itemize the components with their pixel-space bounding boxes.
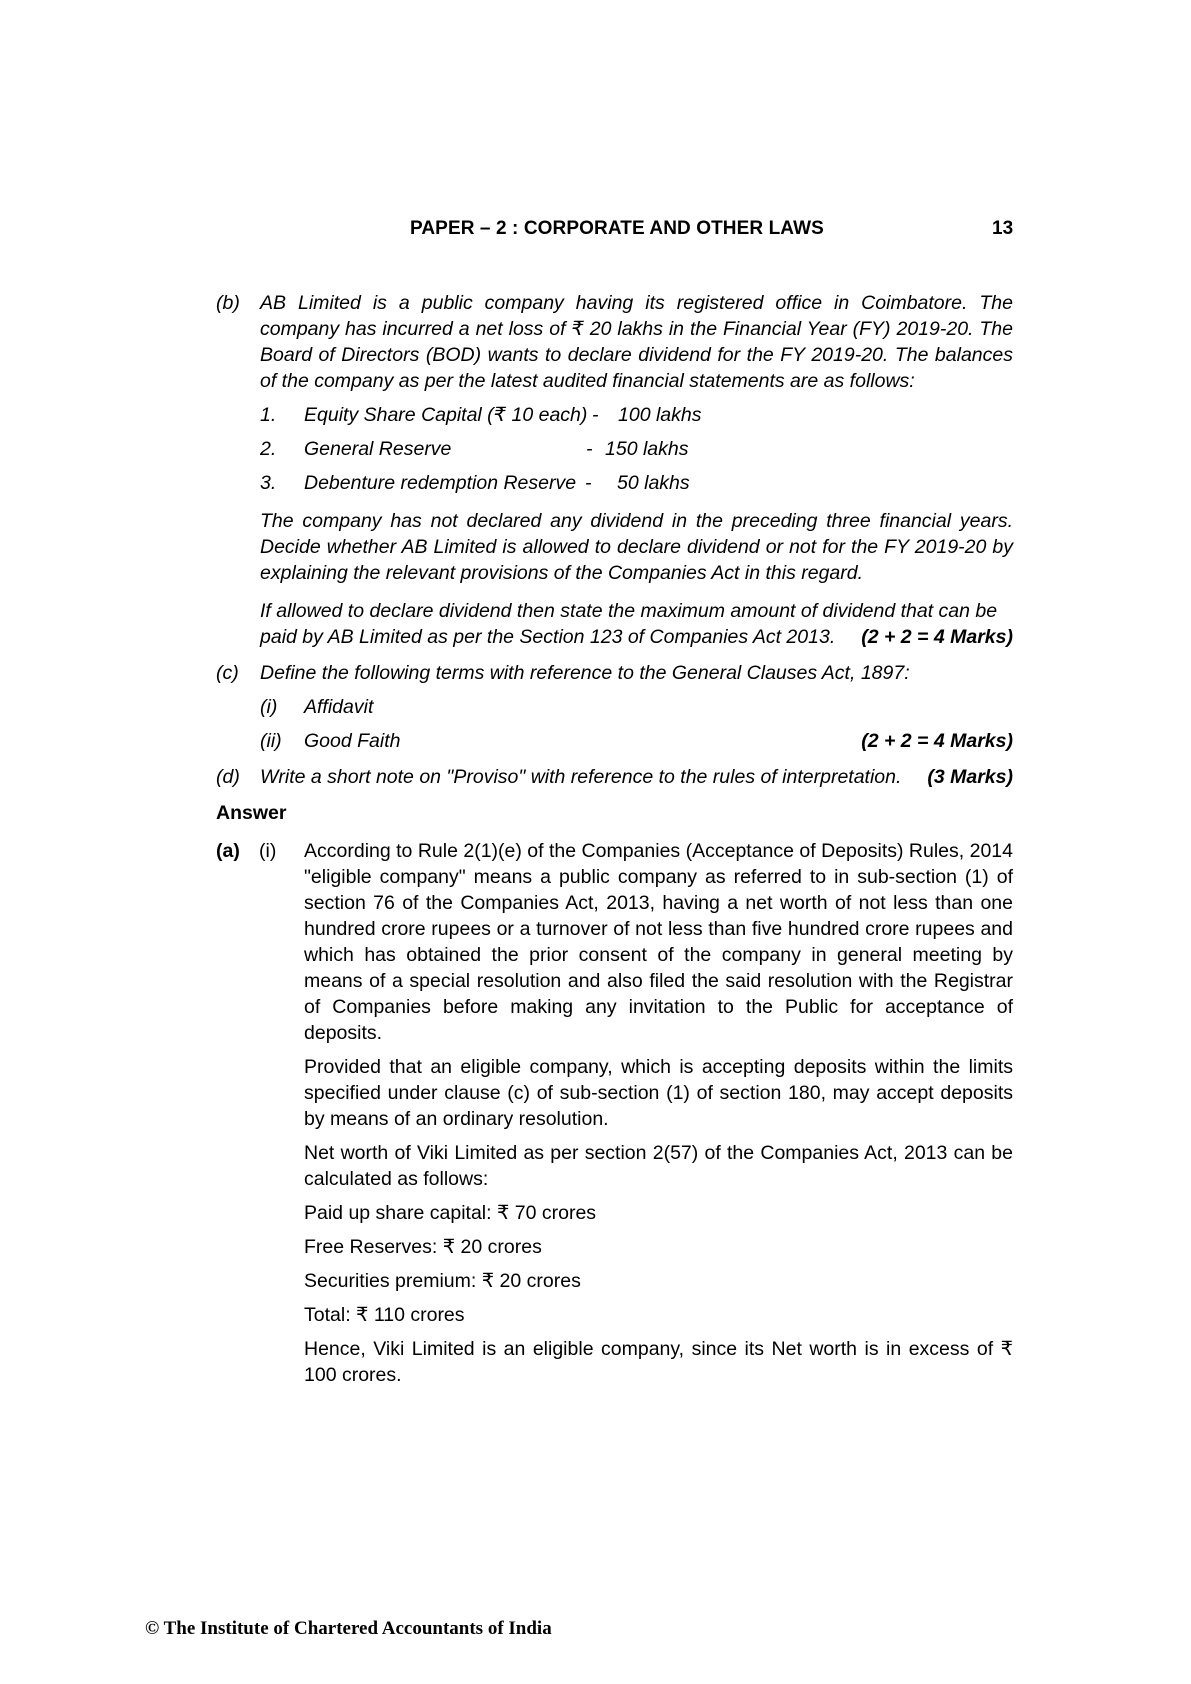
balance-list (260, 402, 1013, 496)
answer-para1: According to Rule 2(1)(e) of the Companies (Acceptance of Deposits) Rules, 2014 "eligible company" means a public company as referred to in sub-section (1) of section 76 of the Companies Act, 2013, having a net worth of not less than one hundred crore rupees or a turnover of not less than five hundred crore rupees and which has obtained the prior consent of the company in general meeting by means of a special resolution and also filed the said resolution with the Registrar of Companies before making any invitation to the Public for acceptance of deposits. (304, 840, 1013, 1044)
question-b-para3-line2: paid by AB Limited as per the Section 123 of Companies Act 2013. (2 + 2 = 4 Marks) (260, 626, 1013, 648)
question-d (216, 764, 1013, 790)
question-b-para2: The company has not declared any dividend in the preceding three financial years. Decide whether AB Limited is allowed to declare dividend or not for the FY 2019-20 by explaining the relevant provisions of the Companies Act in this regard. (260, 510, 1013, 584)
question-c-label: (c) (216, 662, 239, 684)
question-d-marks: (3 Marks) (927, 766, 1013, 788)
paper-title: PAPER – 2 : CORPORATE AND OTHER LAWS (410, 218, 824, 239)
networth-line: Paid up share capital: ₹ 70 crores (304, 1202, 597, 1224)
answer-para3: Net worth of Viki Limited as per section 2(57) of the Companies Act, 2013 can be calculated as follows: (304, 1142, 1013, 1190)
answer-a-sub-label: (i) (259, 840, 277, 862)
footer-copyright: © The Institute of Chartered Accountants of India (145, 1618, 552, 1639)
balance-item: 2. General Reserve - 150 lakhs (260, 438, 689, 460)
term-item: (ii) Good Faith (2 + 2 = 4 Marks) (260, 730, 1013, 752)
question-d-label: (d) (216, 766, 240, 788)
question-b-para3-line1: If allowed to declare dividend then state the maximum amount of dividend that can be (260, 600, 998, 622)
answer-a (216, 838, 1013, 1388)
answer-heading: Answer (216, 802, 287, 824)
question-b-intro: AB Limited is a public company having its registered office in Coimbatore. The company has incurred a net loss of ₹ 20 lakhs in the Financial Year (FY) 2019-20. The Board of Directors (BOD) wants to declare dividend for the FY 2019-20. The balances of the company as per the latest audited financial statements are as follows: (260, 292, 1013, 392)
balance-item: 1. Equity Share Capital (₹ 10 each) - 100 lakhs (260, 404, 702, 426)
balance-item: 3. Debenture redemption Reserve - 50 lakhs (260, 472, 690, 494)
networth-total: Total: ₹ 110 crores (304, 1304, 465, 1326)
networth-line: Free Reserves: ₹ 20 crores (304, 1236, 542, 1258)
page-number: 13 (992, 218, 1014, 239)
question-b-label: (b) (216, 292, 240, 314)
answer-a-label: (a) (216, 840, 240, 862)
term-item: (i) Affidavit (260, 696, 374, 718)
page-content (216, 290, 1013, 1388)
answer-conclusion: Hence, Viki Limited is an eligible company, since its Net worth is in excess of ₹ 100 crores. (304, 1338, 1013, 1386)
question-c (216, 660, 1013, 754)
answer-para2: Provided that an eligible company, which is accepting deposits within the limits specified under clause (c) of sub-section (1) of section 180, may accept deposits by means of an ordinary resolution. (304, 1056, 1013, 1130)
question-c-text: Define the following terms with reference to the General Clauses Act, 1897: (260, 662, 910, 684)
question-b-marks: (2 + 2 = 4 Marks) (861, 626, 1013, 648)
networth-line: Securities premium: ₹ 20 crores (304, 1270, 581, 1292)
question-b (216, 290, 1013, 650)
question-d-text: Write a short note on "Proviso" with reference to the rules of interpretation. (260, 766, 902, 788)
question-c-marks: (2 + 2 = 4 Marks) (861, 730, 1013, 752)
